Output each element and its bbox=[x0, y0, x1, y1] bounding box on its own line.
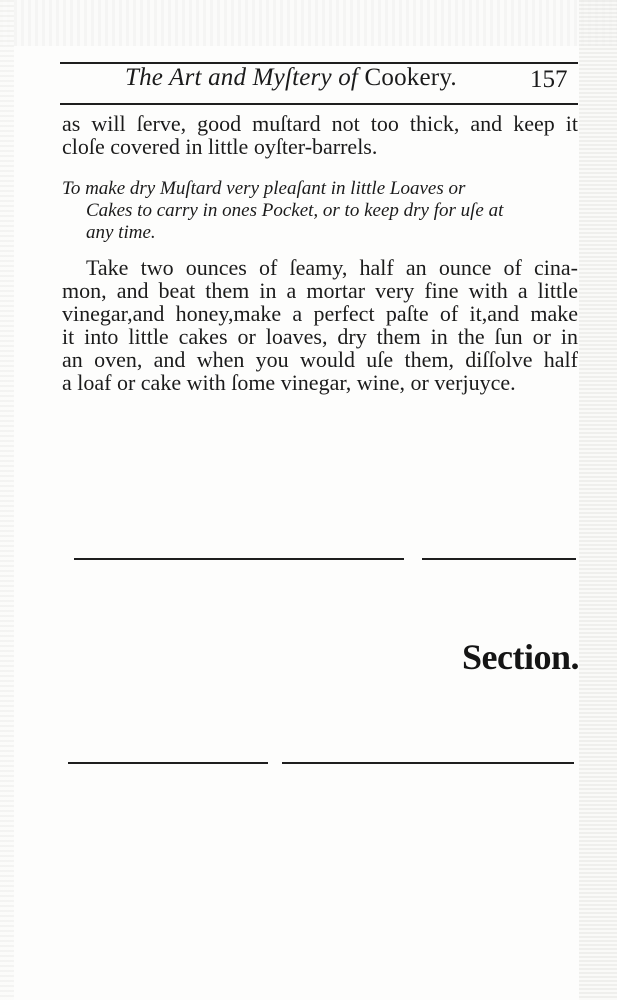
divider-rule bbox=[282, 762, 574, 764]
text-line: as will ſerve, good muſtard not too thick, and keep it bbox=[62, 111, 578, 136]
page-edge-left bbox=[0, 0, 14, 1000]
page-number: 157 bbox=[530, 66, 568, 93]
text-line: an oven, and when you would uſe them, diſſolve half bbox=[62, 347, 578, 372]
catchword: Section. bbox=[462, 637, 579, 677]
divider-rule bbox=[422, 558, 576, 560]
running-head-upright: Cookery. bbox=[364, 64, 457, 91]
recipe-title-line: any time. bbox=[86, 222, 156, 243]
paragraph-continuation bbox=[62, 112, 578, 158]
recipe-title-line: Cakes to carry in ones Pocket, or to keep dry for uſe at bbox=[86, 200, 504, 221]
text-line: cloſe covered in little oyſter-barrels. bbox=[62, 134, 378, 159]
divider-rule bbox=[68, 762, 268, 764]
running-head-italic: The Art and Myſtery of bbox=[125, 64, 359, 91]
divider-rule bbox=[74, 558, 404, 560]
page-edge-right bbox=[579, 0, 617, 1000]
recipe-body bbox=[62, 256, 578, 394]
text-line: a loaf or cake with ſome vinegar, wine, or verjuyce. bbox=[62, 370, 516, 395]
text-line: Take two ounces of ſeamy, half an ounce of cina- bbox=[86, 255, 578, 280]
running-head bbox=[125, 64, 457, 92]
text-line: mon, and beat them in a mortar very fine with a little bbox=[62, 278, 578, 303]
page-edge-top bbox=[0, 0, 617, 46]
text-line: it into little cakes or loaves, dry them in the ſun or in bbox=[62, 324, 578, 349]
recipe-title-line: To make dry Muſtard very pleaſant in little Loaves or bbox=[62, 178, 466, 199]
header-bottom-rule bbox=[60, 103, 578, 105]
recipe-title bbox=[62, 178, 578, 244]
text-line: vinegar,and honey,make a perfect paſte of it,and make bbox=[62, 301, 578, 326]
